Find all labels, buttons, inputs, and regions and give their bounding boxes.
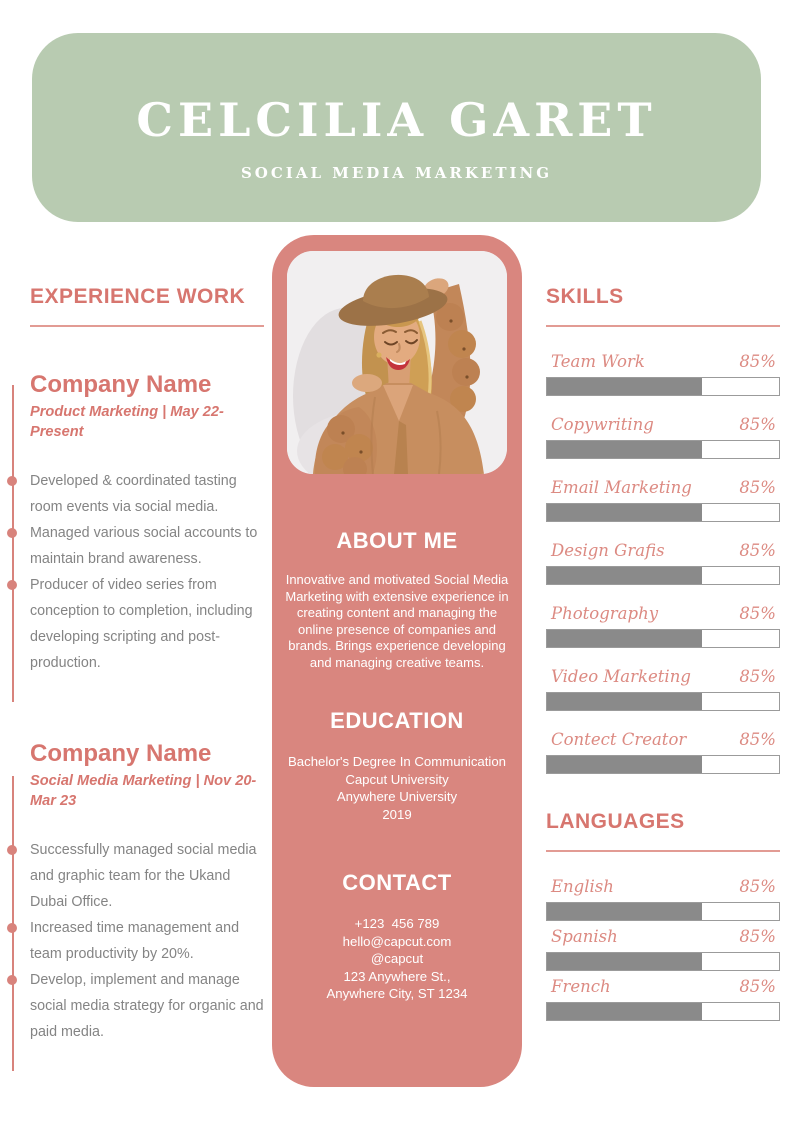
language-bar-fill bbox=[547, 1003, 702, 1020]
skill-label: Team Work bbox=[551, 352, 645, 371]
profile-panel bbox=[272, 235, 522, 1087]
education-line: Anywhere University bbox=[336, 789, 458, 804]
skills-list bbox=[546, 352, 780, 774]
company-name: Company Name bbox=[30, 740, 212, 767]
person-role: SOCIAL MEDIA MARKETING bbox=[240, 164, 553, 182]
education-details bbox=[282, 753, 512, 823]
company-name: Company Name bbox=[30, 371, 212, 398]
header-banner bbox=[32, 33, 761, 222]
job-bullet-text: Producer of video series from conception to completion, including developing scripting and post-production. bbox=[30, 577, 253, 671]
job-bullet-text: Managed various social accounts to maintain brand awareness. bbox=[30, 525, 258, 567]
skill-label: Design Grafis bbox=[551, 541, 665, 560]
job-bullet bbox=[30, 468, 264, 520]
contact-heading: CONTACT bbox=[342, 870, 452, 895]
skill-bar-fill bbox=[547, 441, 702, 458]
job-entry bbox=[30, 740, 264, 1045]
skill-bar-fill bbox=[547, 693, 702, 710]
language-bar-fill bbox=[547, 953, 702, 970]
job-bullet-list bbox=[30, 837, 264, 1045]
language-item bbox=[546, 927, 780, 971]
job-meta: Product Marketing | May 22-Present bbox=[30, 404, 224, 440]
skill-bar bbox=[546, 629, 780, 648]
portrait-illustration bbox=[287, 251, 507, 474]
education-line: 2019 bbox=[382, 806, 412, 822]
language-bar bbox=[546, 952, 780, 971]
job-meta: Social Media Marketing | Nov 20-Mar 23 bbox=[30, 773, 257, 809]
skill-value: 85% bbox=[739, 604, 776, 623]
language-label: English bbox=[551, 877, 614, 896]
education-line: Capcut University bbox=[345, 771, 449, 787]
skill-bar-fill bbox=[547, 378, 702, 395]
skill-bar bbox=[546, 692, 780, 711]
languages-divider bbox=[546, 850, 780, 852]
skill-bar bbox=[546, 503, 780, 522]
job-bullet-list bbox=[30, 468, 264, 676]
language-item bbox=[546, 877, 780, 921]
skill-item bbox=[546, 667, 780, 711]
about-heading: ABOUT ME bbox=[336, 528, 458, 553]
skill-label: Photography bbox=[551, 604, 659, 623]
skill-label: Copywriting bbox=[551, 415, 654, 434]
job-bullet bbox=[30, 915, 264, 967]
skill-item bbox=[546, 730, 780, 774]
language-item bbox=[546, 977, 780, 1021]
job-bullet-text: Developed & coordinated tasting room events via social media. bbox=[30, 473, 237, 515]
job-bullet bbox=[30, 572, 264, 676]
job-bullet bbox=[30, 837, 264, 915]
language-label: French bbox=[551, 977, 611, 996]
skill-value: 85% bbox=[739, 541, 776, 560]
experience-section bbox=[30, 285, 264, 1045]
job-bullet bbox=[30, 520, 264, 572]
language-bar-fill bbox=[547, 903, 702, 920]
skill-bar bbox=[546, 755, 780, 774]
job-bullet bbox=[30, 967, 264, 1045]
language-value: 85% bbox=[739, 927, 776, 946]
skill-bar-fill bbox=[547, 567, 702, 584]
skill-item bbox=[546, 415, 780, 459]
skill-bar bbox=[546, 377, 780, 396]
language-bar bbox=[546, 1002, 780, 1021]
skill-value: 85% bbox=[739, 352, 776, 371]
job-entry bbox=[30, 371, 264, 676]
education-line: Bachelor's Degree In Communication bbox=[287, 754, 507, 769]
skill-label: Email Marketing bbox=[551, 478, 692, 497]
skill-bar bbox=[546, 440, 780, 459]
contact-email: hello@capcut.com bbox=[342, 933, 452, 949]
person-name: CELCILIA GARET bbox=[136, 93, 657, 147]
skill-value: 85% bbox=[739, 415, 776, 434]
skill-item bbox=[546, 352, 780, 396]
education-heading: EDUCATION bbox=[330, 708, 464, 733]
languages-list bbox=[546, 877, 780, 1021]
contact-address-line: Anywhere City, ST 1234 bbox=[326, 986, 468, 1001]
skills-heading: SKILLS bbox=[546, 285, 624, 308]
language-value: 85% bbox=[739, 977, 776, 996]
skill-bar-fill bbox=[547, 756, 702, 773]
contact-details bbox=[282, 915, 512, 1003]
skill-value: 85% bbox=[739, 667, 776, 686]
profile-photo bbox=[287, 251, 507, 474]
contact-handle: @capcut bbox=[370, 951, 424, 966]
skill-item bbox=[546, 478, 780, 522]
language-value: 85% bbox=[739, 877, 776, 896]
skill-value: 85% bbox=[739, 730, 776, 749]
skills-section bbox=[546, 285, 780, 1027]
language-bar bbox=[546, 902, 780, 921]
experience-divider bbox=[30, 325, 264, 327]
skill-bar bbox=[546, 566, 780, 585]
skill-item bbox=[546, 604, 780, 648]
skill-item bbox=[546, 541, 780, 585]
skill-bar-fill bbox=[547, 630, 702, 647]
language-label: Spanish bbox=[551, 927, 618, 946]
skill-bar-fill bbox=[547, 504, 702, 521]
experience-heading: EXPERIENCE WORK bbox=[30, 285, 246, 308]
about-text: Innovative and motivated Social Media Marketing with extensive experience in creating content and managing the online presence of companies and brands. Brings experience developing and managing creative teams. bbox=[285, 572, 509, 670]
skill-value: 85% bbox=[739, 478, 776, 497]
job-bullet-text: Increased time management and team productivity by 20%. bbox=[30, 920, 240, 962]
skills-divider bbox=[546, 325, 780, 327]
contact-address-line: 123 Anywhere St., bbox=[343, 968, 451, 984]
contact-phone: +123 456 789 bbox=[354, 916, 440, 931]
skill-label: Contect Creator bbox=[551, 730, 687, 749]
job-bullet-text: Successfully managed social media and graphic team for the Ukand Dubai Office. bbox=[30, 842, 257, 910]
languages-heading: LANGUAGES bbox=[546, 810, 685, 833]
skill-label: Video Marketing bbox=[551, 667, 691, 686]
job-bullet-text: Develop, implement and manage social media strategy for organic and paid media. bbox=[30, 972, 264, 1040]
